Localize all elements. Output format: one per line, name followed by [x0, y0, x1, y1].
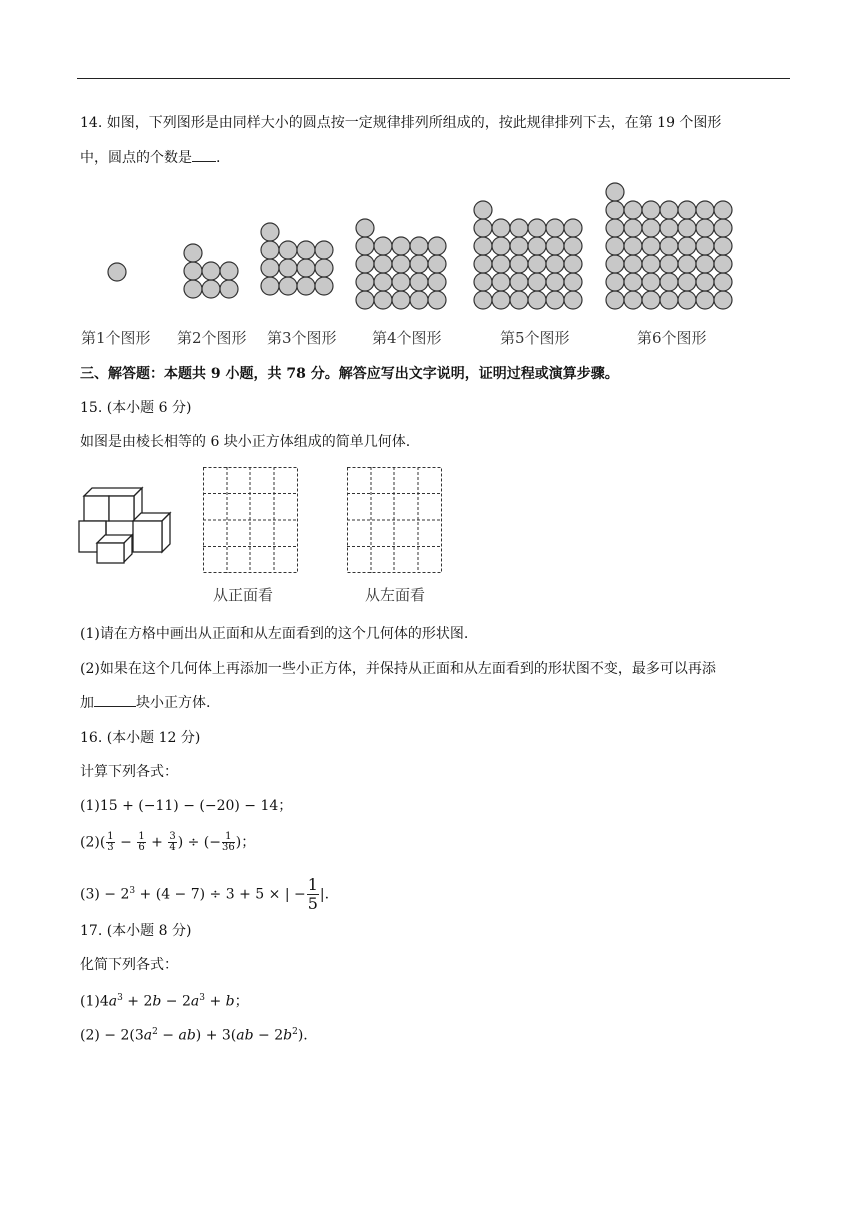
dot: [392, 273, 410, 291]
dot: [297, 241, 315, 259]
expr-text: (2)(: [80, 834, 106, 851]
dot: [315, 259, 333, 277]
expr-text: − 2: [161, 993, 191, 1010]
dot: [428, 291, 446, 309]
expr-text: |.: [319, 886, 330, 903]
exponent: 2: [152, 1027, 158, 1037]
dot: [261, 223, 279, 241]
left-view-grid: [347, 467, 443, 575]
dot: [714, 291, 732, 309]
dot: [510, 291, 528, 309]
dot: [660, 201, 678, 219]
dot: [714, 255, 732, 273]
denominator: 4: [169, 842, 176, 853]
dot: [606, 201, 624, 219]
dot: [202, 262, 220, 280]
dot: [660, 237, 678, 255]
q15-part2-line2: [80, 692, 210, 713]
q16-expr2: [80, 832, 255, 853]
dot: [428, 273, 446, 291]
answer-blank: [94, 692, 136, 707]
variable: b: [225, 993, 235, 1010]
dot: [642, 219, 660, 237]
expr-text: (1)4: [80, 993, 109, 1010]
dot: [474, 255, 492, 273]
cube-solid-figure: [76, 488, 176, 568]
denominator: 3: [107, 842, 114, 853]
exponent: 3: [117, 993, 123, 1003]
figure-label-6: 第6个图形: [637, 329, 707, 347]
q16-expr3: [80, 876, 329, 913]
numerator: 3: [169, 831, 176, 842]
dot: [510, 219, 528, 237]
expr-text: ) ÷ (−: [177, 834, 221, 851]
dot: [428, 237, 446, 255]
dot: [624, 237, 642, 255]
dot: [184, 244, 202, 262]
expr-text: )；: [235, 834, 256, 851]
dot: [356, 255, 374, 273]
denominator: 36: [222, 842, 235, 853]
expr-text: (3) − 2: [80, 886, 130, 903]
dot: [624, 273, 642, 291]
dot: [696, 255, 714, 273]
header-rule: [77, 78, 790, 79]
dot: [492, 255, 510, 273]
variable: a: [190, 993, 200, 1010]
figure-label-1: 第1个图形: [81, 329, 151, 347]
expr-text: + (4 − 7) ÷ 3 + 5 × | −: [135, 886, 306, 903]
exponent: 3: [129, 885, 136, 896]
q15-part2-pre: 加: [80, 695, 94, 711]
dot: [356, 219, 374, 237]
dot: [606, 255, 624, 273]
dot: [528, 273, 546, 291]
expr-text: ) + 3(: [195, 1027, 237, 1044]
exponent: 3: [199, 993, 205, 1003]
dot: [642, 201, 660, 219]
dot: [696, 237, 714, 255]
variable: a: [143, 1027, 153, 1044]
dot: [714, 219, 732, 237]
front-view-grid: [203, 467, 299, 575]
dot: [696, 291, 714, 309]
dot: [428, 255, 446, 273]
dot: [564, 237, 582, 255]
dot: [356, 291, 374, 309]
expr-text: (2) − 2(3: [80, 1027, 144, 1044]
q17-header: 17. (本小题 8 分): [80, 923, 192, 939]
dot: [528, 255, 546, 273]
q15-part2-post: 块小正方体.: [136, 695, 211, 711]
dot: [660, 219, 678, 237]
expr-text: −: [157, 1027, 179, 1044]
q14-line2-end: .: [216, 150, 221, 166]
dot: [261, 277, 279, 295]
dot: [678, 219, 696, 237]
dot: [546, 273, 564, 291]
dot: [606, 183, 624, 201]
dot: [374, 255, 392, 273]
dot: [474, 291, 492, 309]
q17-expr1: [80, 988, 249, 1012]
q15-part2-line1: (2)如果在这个几何体上再添加一些小正方体，并保持从正面和从左面看到的形状图不变，最多可以再添: [80, 661, 716, 677]
dot: [642, 237, 660, 255]
dot: [392, 237, 410, 255]
dot: [624, 219, 642, 237]
variable: ab: [236, 1027, 254, 1044]
dot: [474, 219, 492, 237]
dot: [528, 219, 546, 237]
dot: [492, 273, 510, 291]
dot: [714, 201, 732, 219]
dot: [374, 291, 392, 309]
dot: [279, 259, 297, 277]
figure-label-3: 第3个图形: [267, 329, 337, 347]
numerator: 1: [138, 831, 145, 842]
variable: ab: [178, 1027, 196, 1044]
q14-line2-text: 中，圆点的个数是: [80, 150, 192, 166]
dot: [261, 259, 279, 277]
dot: [642, 273, 660, 291]
q16-header: 16. (本小题 12 分): [80, 730, 201, 746]
dot: [678, 201, 696, 219]
dot: [220, 280, 238, 298]
expr-text: ；: [234, 993, 249, 1010]
dot: [606, 219, 624, 237]
dot: [678, 273, 696, 291]
answer-blank: [192, 147, 216, 162]
left-view-label: 从左面看: [365, 586, 426, 604]
denominator: 5: [307, 894, 318, 913]
dot: [510, 237, 528, 255]
dot: [410, 291, 428, 309]
q14-line2: [80, 147, 220, 168]
q15-header: 15. (本小题 6 分): [80, 400, 192, 416]
expr-text: + 2: [122, 993, 153, 1010]
q15-part1: (1)请在方格中画出从正面和从左面看到的这个几何体的形状图.: [80, 626, 469, 642]
q17-intro: 化简下列各式：: [80, 957, 178, 973]
section-3-heading: 三、解答题：本题共 9 小题，共 78 分。解答应写出文字说明，证明过程或演算步骤。: [80, 366, 619, 382]
dot: [564, 219, 582, 237]
dot: [356, 237, 374, 255]
numerator: 1: [107, 831, 114, 842]
dot: [660, 255, 678, 273]
figure-label-2: 第2个图形: [177, 329, 247, 347]
dot: [474, 201, 492, 219]
expr-text: +: [146, 834, 168, 851]
dot: [410, 255, 428, 273]
dot: [474, 237, 492, 255]
dot: [474, 273, 492, 291]
dot: [696, 201, 714, 219]
dot: [492, 237, 510, 255]
dot: [356, 273, 374, 291]
numerator: 1: [222, 832, 235, 843]
numerator: 1: [307, 875, 318, 894]
dot: [528, 237, 546, 255]
dot: [392, 291, 410, 309]
dot: [297, 277, 315, 295]
dot: [297, 259, 315, 277]
exponent: 2: [292, 1027, 298, 1037]
figure-label-5: 第5个图形: [500, 329, 570, 347]
dot: [546, 219, 564, 237]
dot: [696, 273, 714, 291]
dot: [660, 273, 678, 291]
fraction: [137, 832, 145, 853]
fraction: [168, 832, 176, 853]
figure-label-4: 第4个图形: [372, 329, 442, 347]
dot: [510, 255, 528, 273]
dot: [624, 291, 642, 309]
dot: [492, 291, 510, 309]
dot: [315, 241, 333, 259]
dot: [510, 273, 528, 291]
dot: [660, 291, 678, 309]
q14-line1: 14. 如图，下列图形是由同样大小的圆点按一定规律排列所组成的，按此规律排列下去，在第 19 个图形: [80, 115, 722, 131]
dot: [315, 277, 333, 295]
dot: [678, 237, 696, 255]
dot: [642, 255, 660, 273]
dot: [492, 219, 510, 237]
dot: [564, 273, 582, 291]
fraction: [307, 876, 319, 913]
dot: [184, 280, 202, 298]
dot: [624, 255, 642, 273]
expr-text: −: [115, 834, 137, 851]
variable: b: [152, 993, 162, 1010]
fraction: [106, 832, 114, 853]
dot: [696, 219, 714, 237]
dot: [564, 291, 582, 309]
q17-expr2: [80, 1022, 308, 1046]
q16-expr1: (1)15 + (−11) − (−20) − 14；: [80, 798, 293, 814]
dot: [642, 291, 660, 309]
dot: [279, 277, 297, 295]
dot: [714, 273, 732, 291]
fraction: [222, 832, 235, 853]
dot: [564, 255, 582, 273]
dot: [606, 273, 624, 291]
dot: [279, 241, 297, 259]
q16-intro: 计算下列各式：: [80, 764, 178, 780]
dot: [546, 291, 564, 309]
dot: [606, 237, 624, 255]
expr-text: ).: [297, 1027, 308, 1044]
dot: [410, 273, 428, 291]
dot: [392, 255, 410, 273]
dot: [546, 237, 564, 255]
denominator: 6: [138, 842, 145, 853]
dot: [184, 262, 202, 280]
dot: [528, 291, 546, 309]
dot: [678, 291, 696, 309]
dot: [202, 280, 220, 298]
q15-intro: 如图是由棱长相等的 6 块小正方体组成的简单几何体.: [80, 434, 411, 450]
dot: [624, 201, 642, 219]
dot: [410, 237, 428, 255]
dot: [606, 291, 624, 309]
dot: [261, 241, 279, 259]
dot: [714, 237, 732, 255]
front-view-label: 从正面看: [213, 586, 274, 604]
dot: [546, 255, 564, 273]
dot: [374, 273, 392, 291]
dot: [374, 237, 392, 255]
variable: b: [283, 1027, 293, 1044]
variable: a: [108, 993, 118, 1010]
dot: [108, 263, 126, 281]
expr-text: − 2: [253, 1027, 284, 1044]
expr-text: +: [205, 993, 226, 1010]
dot: [220, 262, 238, 280]
dot: [678, 255, 696, 273]
